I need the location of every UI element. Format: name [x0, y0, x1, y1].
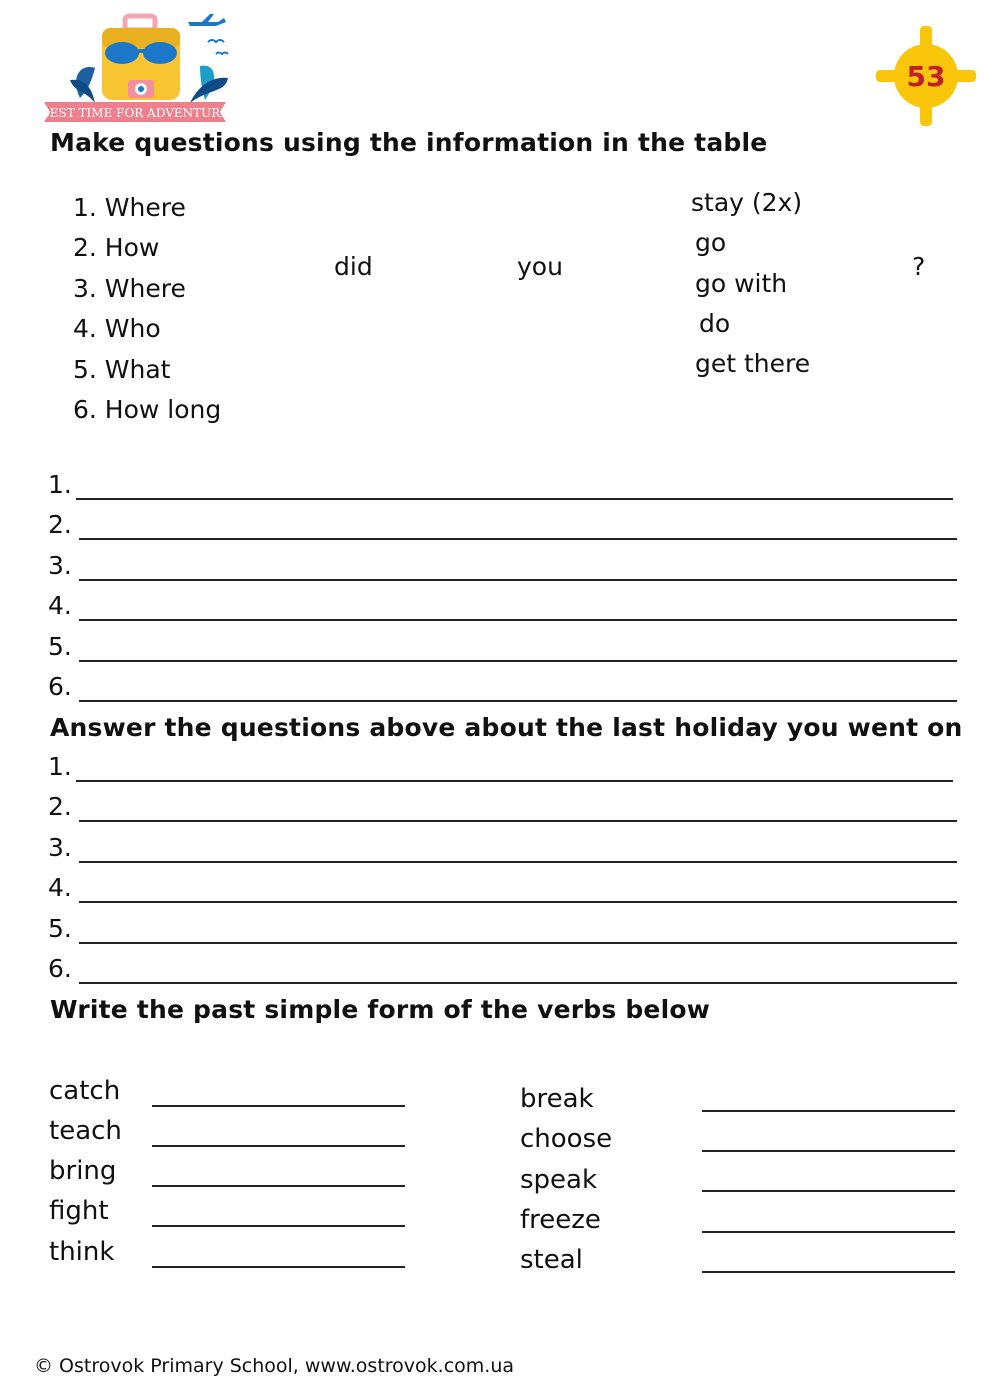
verb-answer-line[interactable] — [152, 1266, 405, 1268]
verb-answer-line[interactable] — [152, 1105, 405, 1107]
section2-heading: Answer the questions above about the last holiday you went on — [50, 713, 963, 742]
answer-line-row — [48, 833, 960, 873]
question-line-row — [48, 510, 960, 550]
wh-word-list — [73, 188, 221, 430]
sun-badge-icon — [876, 26, 976, 126]
wh-word: 6. How long — [73, 395, 222, 425]
verb-answer-line[interactable] — [152, 1225, 405, 1227]
line-number: 2. — [48, 510, 72, 540]
footer-copyright: © Ostrovok Primary School, www.ostrovok.com.ua — [34, 1355, 515, 1377]
verb-think: think — [49, 1237, 115, 1267]
line-number: 6. — [48, 671, 72, 701]
verb-teach: teach — [49, 1116, 122, 1146]
verb-bring: bring — [49, 1156, 117, 1186]
wh-word: 1. Where — [73, 193, 186, 222]
verb-option: do — [699, 309, 731, 338]
answer-line-row — [48, 752, 960, 792]
question-line-row — [48, 551, 960, 591]
verb-answer-line[interactable] — [702, 1150, 955, 1152]
answer-line[interactable] — [79, 901, 957, 903]
question-line-row — [48, 672, 960, 712]
answer-line-row — [48, 954, 960, 994]
auxiliary-did: did — [334, 252, 373, 281]
verb-answer-line[interactable] — [702, 1110, 955, 1112]
verb-answer-line[interactable] — [702, 1190, 955, 1192]
subject-you: you — [517, 252, 563, 281]
question-line[interactable] — [79, 619, 957, 621]
line-number: 3. — [48, 832, 72, 862]
wh-word: 4. Who — [73, 314, 161, 344]
answer-line[interactable] — [76, 780, 953, 782]
line-number: 3. — [48, 550, 72, 580]
section1-heading: Make questions using the information in the table — [50, 128, 768, 157]
line-number: 4. — [48, 873, 72, 903]
verb-answer-line[interactable] — [702, 1271, 955, 1273]
verb-break: break — [520, 1084, 594, 1114]
question-line-row — [48, 632, 960, 672]
verb-speak: speak — [520, 1165, 598, 1195]
page-number: 53 — [906, 60, 946, 93]
question-line-row — [48, 470, 960, 510]
verb-option: go — [695, 228, 727, 257]
line-number: 2. — [48, 792, 72, 822]
question-lines — [48, 470, 960, 712]
line-number: 6. — [48, 953, 72, 983]
question-line-row — [48, 591, 960, 631]
answer-line[interactable] — [79, 942, 957, 944]
adventure-logo-icon — [40, 8, 240, 126]
wh-word: 3. Where — [73, 273, 186, 303]
answer-line[interactable] — [79, 861, 957, 863]
answer-line-row — [48, 873, 960, 913]
verb-catch: catch — [49, 1076, 121, 1106]
verb-answer-line[interactable] — [702, 1231, 955, 1233]
verb-option: go with — [695, 269, 788, 298]
line-number: 1. — [48, 470, 72, 499]
verb-steal: steal — [520, 1245, 583, 1275]
answer-lines — [48, 752, 960, 994]
answer-line-row — [48, 914, 960, 954]
question-line[interactable] — [79, 538, 957, 540]
wh-word: 5. What — [73, 354, 171, 384]
line-number: 1. — [48, 752, 72, 781]
verb-answer-line[interactable] — [152, 1185, 405, 1187]
question-line[interactable] — [76, 498, 953, 500]
verb-option: get there — [695, 349, 811, 378]
wh-word: 2. How — [73, 233, 160, 263]
question-line[interactable] — [79, 700, 957, 702]
question-line[interactable] — [79, 660, 957, 662]
verb-freeze: freeze — [520, 1205, 601, 1235]
answer-line-row — [48, 792, 960, 832]
verb-option: stay (2x) — [691, 188, 803, 217]
line-number: 5. — [48, 913, 72, 943]
line-number: 5. — [48, 631, 72, 661]
answer-line[interactable] — [79, 820, 957, 822]
verb-fight: fight — [49, 1196, 109, 1226]
question-line[interactable] — [79, 579, 957, 581]
line-number: 4. — [48, 591, 72, 621]
logo-banner-text: BEST TIME FOR ADVENTURE — [40, 106, 230, 120]
answer-line[interactable] — [79, 982, 957, 984]
section3-heading: Write the past simple form of the verbs below — [50, 995, 711, 1024]
verb-answer-line[interactable] — [152, 1145, 405, 1147]
verb-choose: choose — [520, 1124, 613, 1154]
question-mark: ? — [912, 252, 926, 281]
